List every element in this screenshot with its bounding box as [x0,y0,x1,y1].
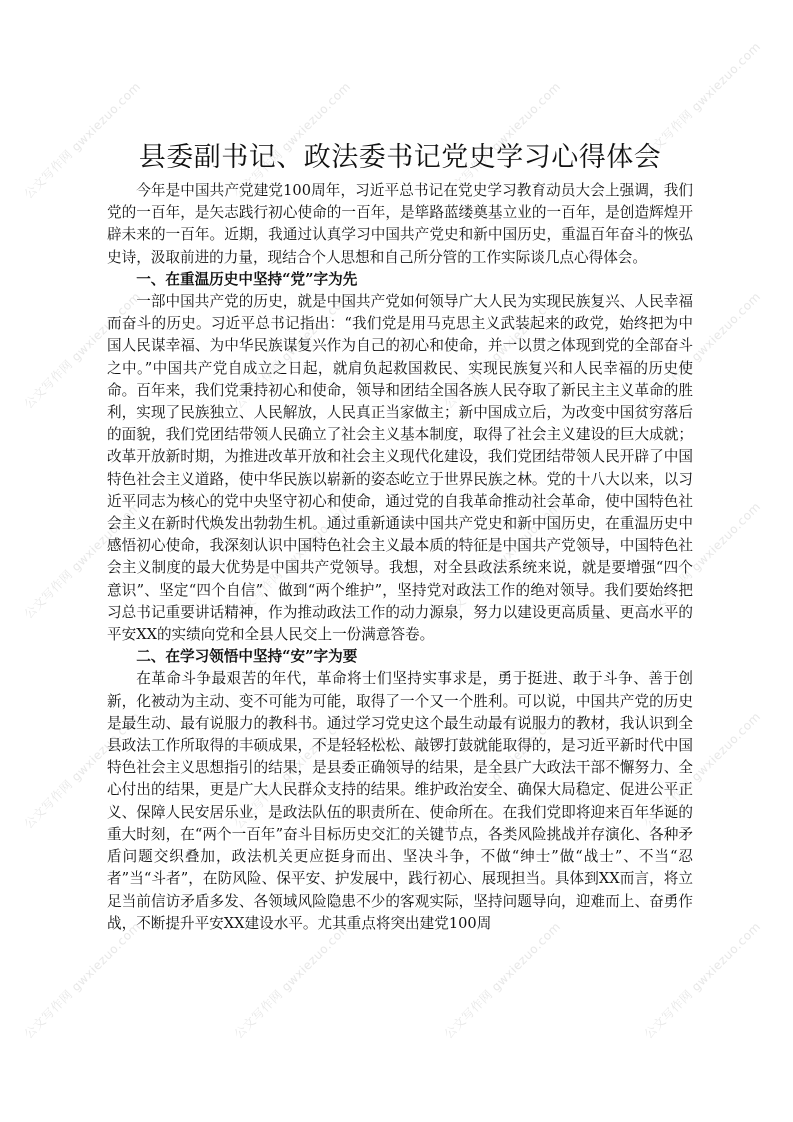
watermark-text: 公文写作网 gwxiezuo.com [441,499,564,622]
watermark-text: 公文写作网 gwxiezuo.com [21,289,144,412]
watermark-text: 公文写作网 gwxiezuo.com [231,289,354,412]
watermark-text: 公文写作网 gwxiezuo.com [231,79,354,202]
watermark-text: 公文写作网 gwxiezuo.com [21,709,144,832]
section-1-paragraph: 一部中国共产党的历史，就是中国共产党如何领导广大人民为实现民族复兴、人民幸福而奋斗的历史。习近平总书记指出：“我们党是用马克思主义武装起来的政党，始终把为中国人民谋幸福、为中华民族谋复兴作为自己的初心和使命，并一以贯之体现到党的全部奋斗之中。”中国共产党自成立之日起，就肩负起救国救民、实现民族复兴和人民幸福的历史使命。百年来，我们党秉持初心和使命，领导和团结全国各族人民夺取了新民主主义革命的胜利，实现了民族独立、人民解放，人民真正当家做主；新中国成立后，为改变中国贫穷落后的面貌，我们党团结带领人民确立了社会主义基本制度，取得了社会主义建设的巨大成就；改革开放新时期，为推进改革开放和社会主义现代化建设，我们党团结带领人民开辟了中国特色社会主义道路，使中华民族以崭新的姿态屹立于世界民族之林。党的十八大以来，以习近平同志为核心的党中央坚守初心和使命，通过党的自我革命推动社会革命，使中国特色社会主义在新时代焕发出勃勃生机。通过重新通读中国共产党史和新中国历史，在重温历史中感悟初心使命，我深刻认识中国特色社会主义最本质的特征是中国共产党领导，中国特色社会主义制度的最大优势是中国共产党领导。我想，对全县政法系统来说，就是要增强“四个意识”、坚定“四个自信”、做到“两个维护”，坚持党对政法工作的绝对领导。我们要始终把习总书记重要讲话精神，作为推动政法工作的动力源泉，努力以建设更高质量、更高水平的平安XX的实绩向党和全县人民交上一份满意答卷。 [107,293,693,644]
watermark-text: 公文写作网 gwxiezuo.com [641,499,764,622]
watermark-text: 公文写作网 gwxiezuo.com [441,289,564,412]
document-body [107,140,693,935]
section-2-heading: 二、在学习领悟中坚持“安”字为要 [136,648,358,666]
intro-paragraph: 今年是中国共产党建党100周年，习近平总书记在党史学习教育动员大会上强调，我们党的一百年，是矢志践行初心使命的一百年，是筚路蓝缕奠基立业的一百年，是创造辉煌开辟未来的一百年。近期，我通过认真学习中国共产党史和新中国历史，重温百年奋斗的恢弘史诗，汲取前进的力量，现结合个人思想和自己所分管的工作实际谈几点心得体会。 [107,182,693,266]
watermark-text: 公文写作网 gwxiezuo.com [231,709,354,832]
watermark-text: 公文写作网 gwxiezuo.com [641,919,764,1042]
section-1-heading: 一、在重温历史中坚持“党”字为先 [136,270,358,288]
watermark-text: 公文写作网 gwxiezuo.com [641,289,764,412]
watermark-text: 公文写作网 gwxiezuo.com [21,499,144,622]
section-2-paragraph: 在革命斗争最艰苦的年代，革命将士们坚持实事求是，勇于挺进、敢于斗争、善于创新，化被动为主动、变不可能为可能，取得了一个又一个胜利。可以说，中国共产党的历史是最生动、最有说服力的教科书。通过学习党史这个最生动最有说服力的教材，我认识到全县政法工作所取得的丰硕成果，不是轻轻松松、敲锣打鼓就能取得的，是习近平新时代中国特色社会主义思想指引的结果，是县委正确领导的结果，是全县广大政法干部不懈努力、全心付出的结果，更是广大人民群众支持的结果。维护政治安全、确保大局稳定、促进公平正义、保障人民安居乐业，是政法队伍的职责所在、使命所在。在我们党即将迎来百年华诞的重大时刻，在“两个一百年”奋斗目标历史交汇的关键节点，各类风险挑战并存演化、各种矛盾问题交织叠加，政法机关更应挺身而出、坚决斗争，不做“绅士”做“战士”、不当“忍者”当“斗者”，在防风险、保平安、护发展中，践行初心、展现担当。具体到XX而言，将立足当前信访矛盾多发、各领域风险隐患不少的客观实际，坚持问题导向，迎难而上、奋勇作战，不断提升平安XX建设水平。尤其重点将突出建党100周 [107,670,693,932]
document-title: 县委副书记、政法委书记党史学习心得体会 [138,142,662,173]
watermark-text: 公文写作网 gwxiezuo.com [641,39,764,162]
watermark-text: 公文写作网 gwxiezuo.com [641,709,764,832]
watermark-text: 公文写作网 gwxiezuo.com [441,709,564,832]
watermark-text: 公文写作网 gwxiezuo.com [231,919,354,1042]
watermark-text: 公文写作网 gwxiezuo.com [441,919,564,1042]
watermark-text: 公文写作网 gwxiezuo.com [441,79,564,202]
watermark-text: 公文写作网 gwxiezuo.com [21,79,144,202]
watermark-text: 公文写作网 gwxiezuo.com [231,499,354,622]
watermark-text: 公文写作网 gwxiezuo.com [21,919,144,1042]
